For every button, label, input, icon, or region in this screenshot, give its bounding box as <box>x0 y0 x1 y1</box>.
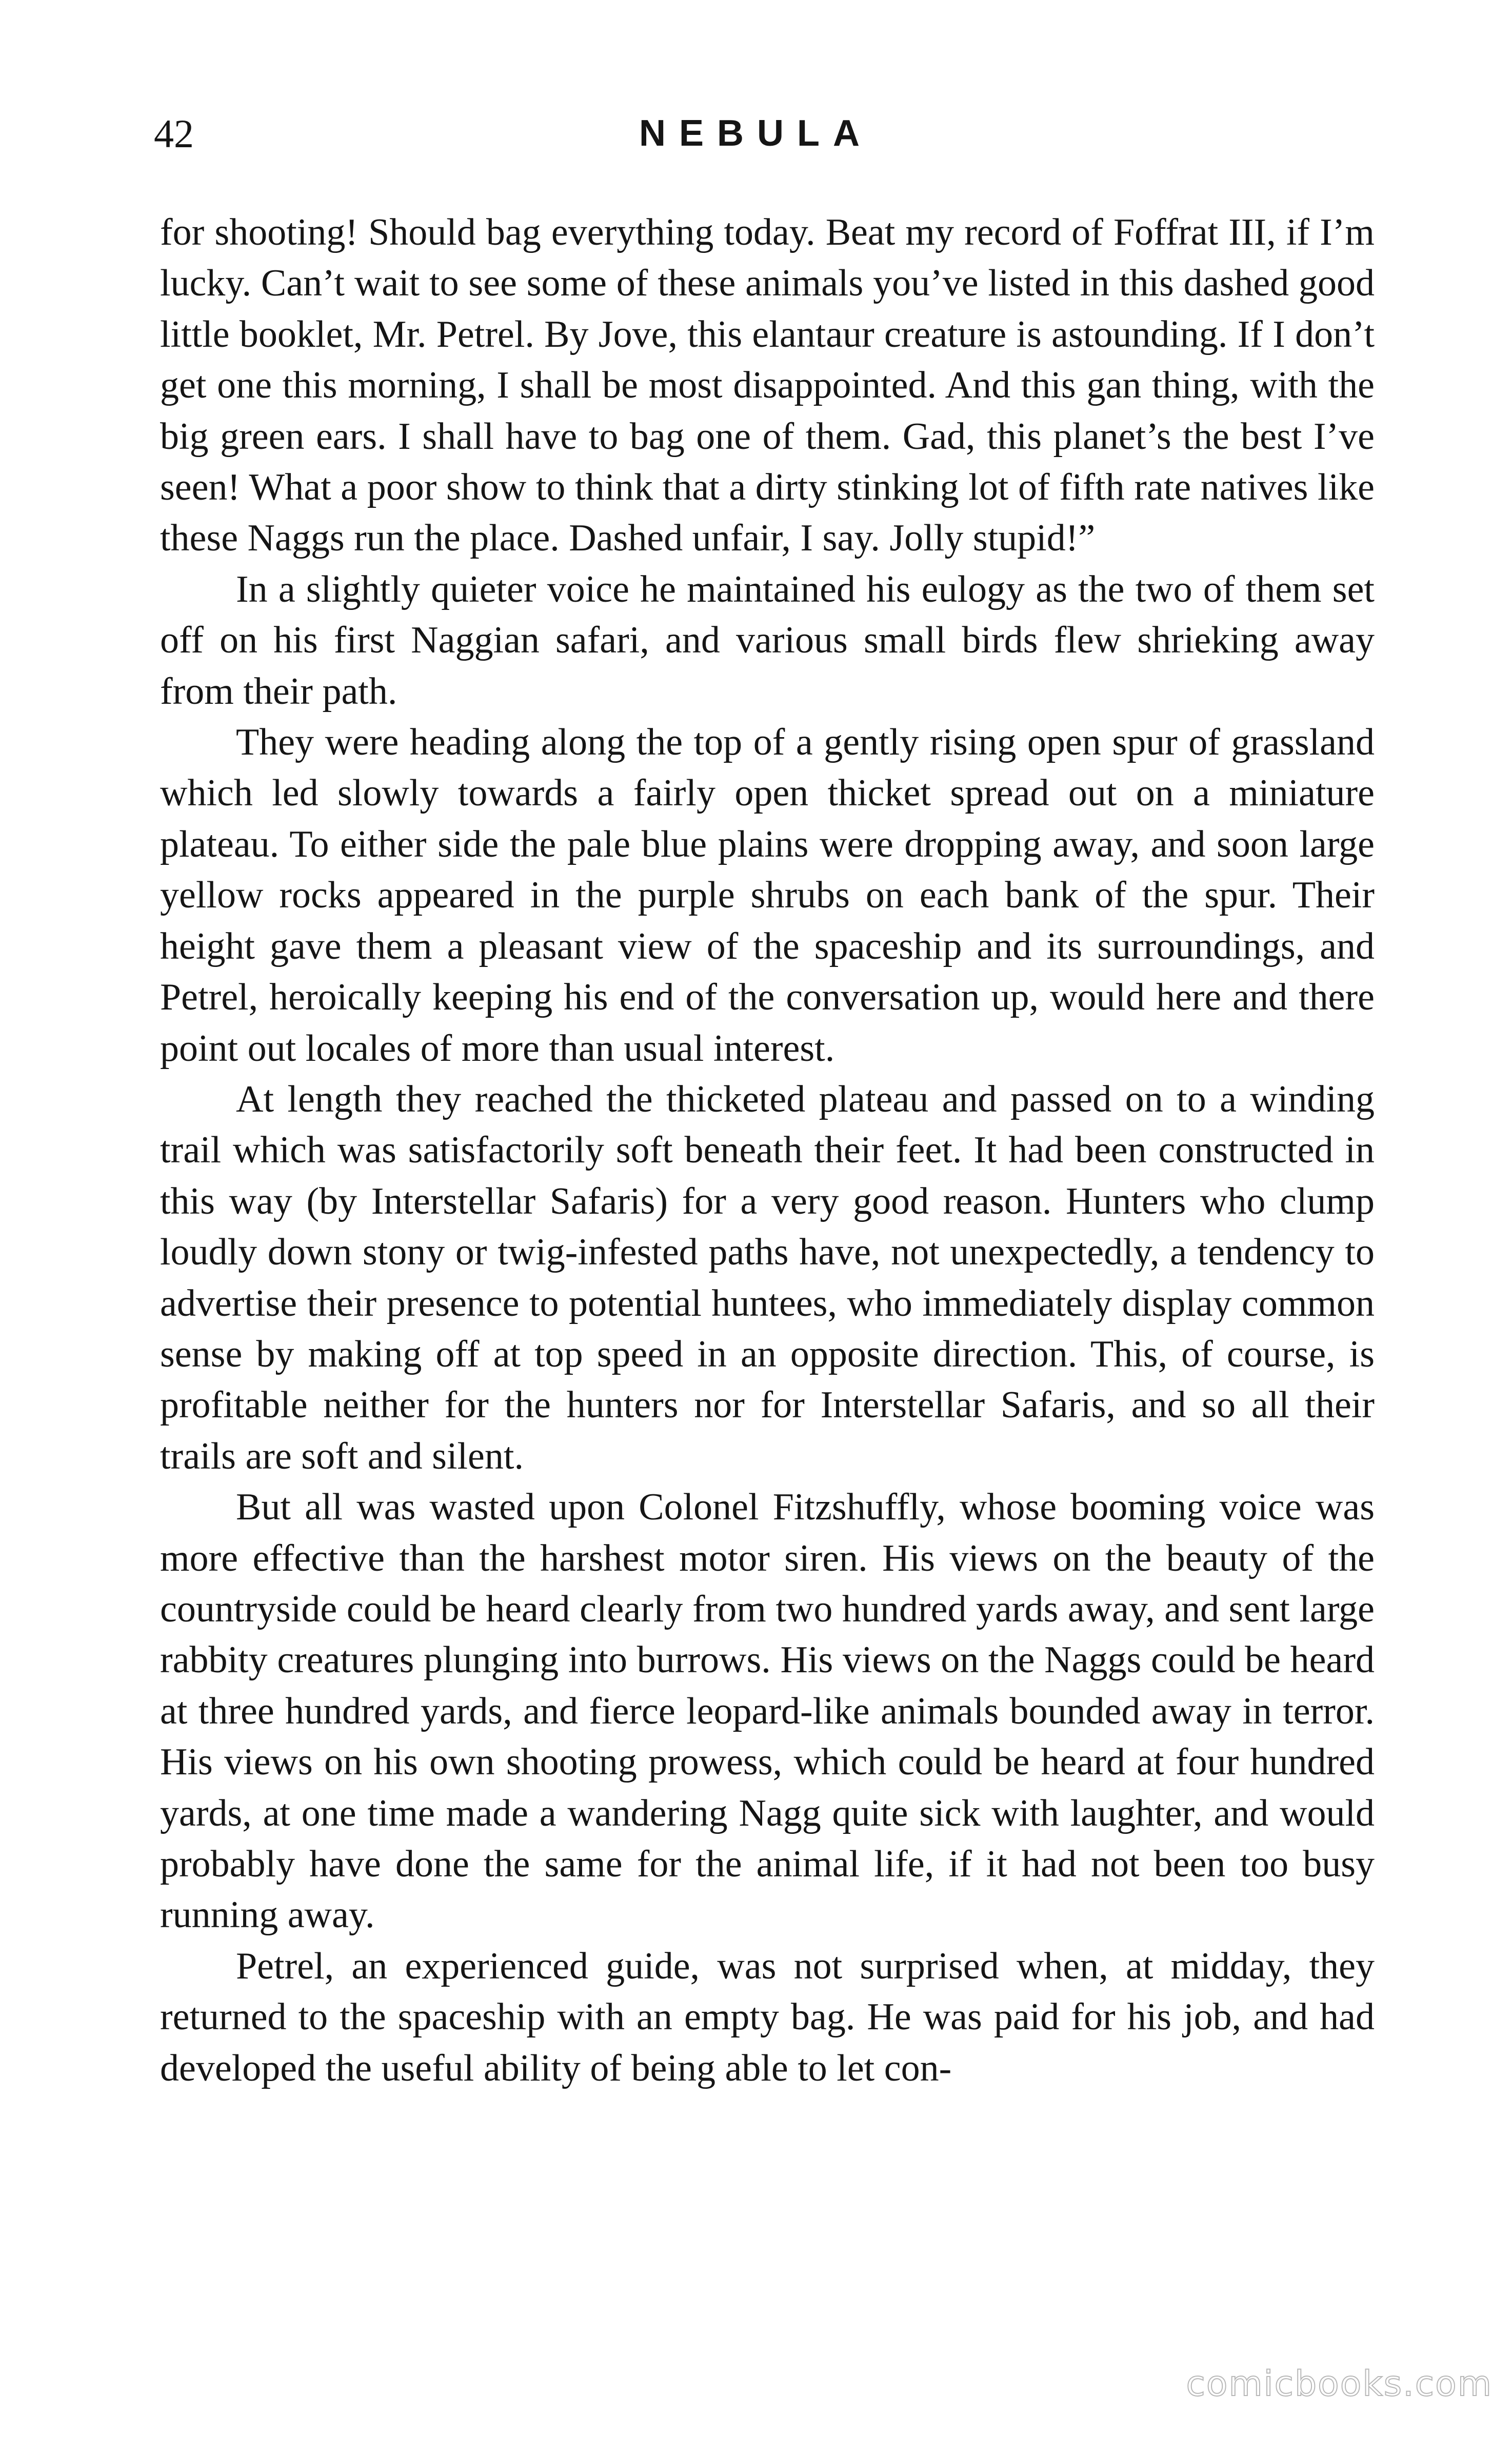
article-body <box>160 207 1375 2094</box>
paragraph: Petrel, an experienced guide, was not surprised when, at midday, they returned to the spaceship with an empty bag. He was paid for his job, and had developed the useful ability of being able to let con- <box>160 1945 1375 2089</box>
paragraph: They were heading along the top of a gently rising open spur of grassland which led slowly towards a fairly open thicket spread out on a miniature plateau. To either side the pale blue plains were dropping away, and soon large yellow rocks appeared in the purple shrubs on each bank of the spur. Their height gave them a pleasant view of the spaceship and its surroundings, and Petrel, heroically keeping his end of the conversation up, would here and there point out locales of more than usual interest. <box>160 721 1375 1070</box>
page-number: 42 <box>154 111 194 156</box>
paragraph: But all was wasted upon Colonel Fitzshuffly, whose booming voice was more effective than the harshest motor siren. His views on the beauty of the countryside could be heard clearly from two hundred yards away, and sent large rabbity creatures plunging into burrows. His views on the Naggs could be heard at three hundred yards, and fierce leopard-like animals bounded away in terror. His views on his own shooting prowess, which could be heard at four hundred yards, at one time made a wandering Nagg quite sick with laughter, and would probably have done the same for the animal life, if it had not been too busy running away. <box>160 1486 1375 1936</box>
paragraph: In a slightly quieter voice he maintained his eulogy as the two of them set off on his first Naggian safari, and various small birds flew shrieking away from their path. <box>160 568 1375 713</box>
watermark: comicbooks.com <box>1186 2364 1493 2404</box>
paragraph: At length they reached the thicketed plateau and passed on to a winding trail which was satisfactorily soft beneath their feet. It had been constructed in this way (by Interstellar Safaris) for a very good reason. Hunters who clump loudly down stony or twig-infested paths have, not unexpectedly, a tendency to advertise their presence to potential huntees, who immediately display common sense by making off at top speed in an opposite direction. This, of course, is profitable neither for the hunters nor for Interstellar Safaris, and so all their trails are soft and silent. <box>160 1078 1375 1477</box>
running-head-title: NEBULA <box>639 113 873 154</box>
paragraph: for shooting! Should bag everything today. Beat my record of Foffrat III, if I’m lucky. Can’t wait to see some of these animals you’ve listed in this dashed good little booklet, Mr. Petrel. By Jove, this elantaur creature is astounding. If I don’t get one this morning, I shall be most disappointed. And this gan thing, with the big green ears. I shall have to bag one of them. Gad, this planet’s the best I’ve seen! What a poor show to think that a dirty stinking lot of fifth rate natives like these Naggs run the place. Dashed unfair, I say. Jolly stupid!” <box>160 211 1375 560</box>
